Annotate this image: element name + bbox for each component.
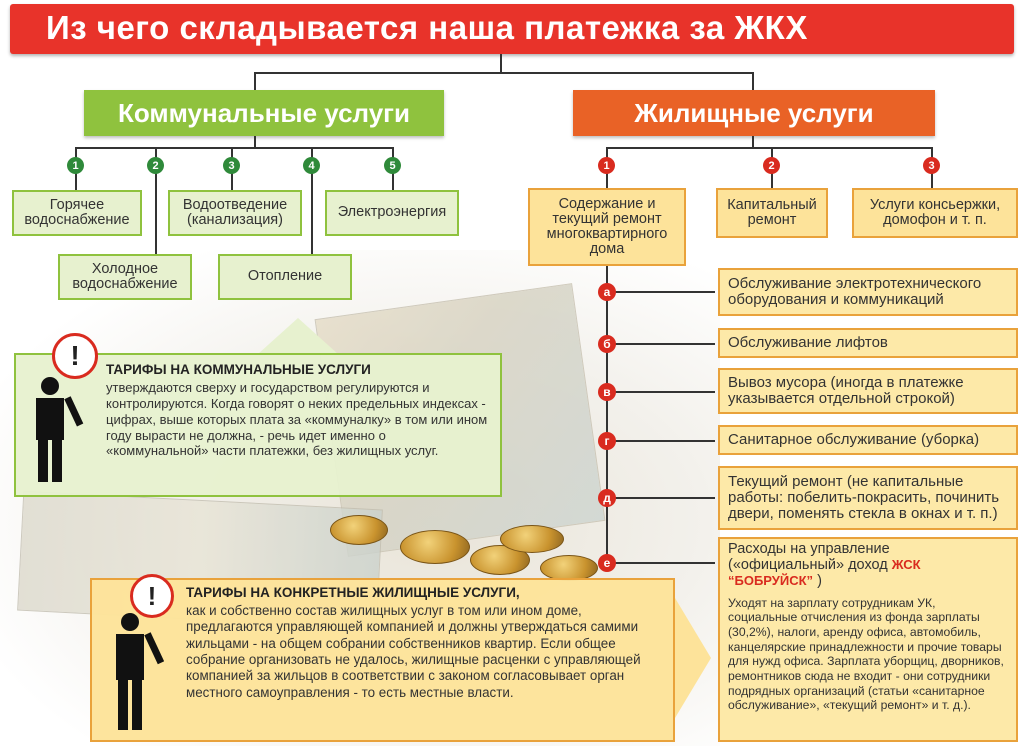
management-details: Уходят на зарплату сотрудникам УК, социальные отчисления из фонда зарплаты (30,2%), налоги, аренду офиса, автомобиль, канцелярские принадлежности и прочие товары для нужд офиса. Зарплата уборщиц, дворников, ремонтников сюда не входит - они сотрудники подрядных организаций (статьи «санитарное обслуживание», «текущий ремонт» и т. д.). (728, 595, 1004, 713)
person-icon (104, 612, 164, 734)
letter-badge: а (598, 283, 616, 301)
connector (75, 147, 393, 149)
housing-item: Содержание и текущий ремонт многоквартирного дома (528, 188, 686, 266)
connector (606, 266, 608, 562)
management-label: Расходы на управление («официальный» доход (728, 541, 890, 574)
housing-item: Капитальный ремонт (716, 188, 828, 238)
communal-item: Водоотведение (канализация) (168, 190, 302, 236)
housing-subitem: Текущий ремонт (не капитальные работы: побелить-покрасить, починить двери, поменять стекла в окнах и т. п.) (718, 466, 1018, 530)
number-badge: 4 (303, 157, 320, 174)
connector (752, 72, 754, 90)
number-badge: 3 (223, 157, 240, 174)
letter-badge: в (598, 383, 616, 401)
letter-badge: б (598, 335, 616, 353)
letter-badge: г (598, 432, 616, 450)
number-badge: 3 (923, 157, 940, 174)
letter-badge: д (598, 489, 616, 507)
communal-header: Коммунальные услуги (84, 90, 444, 136)
housing-header: Жилищные услуги (573, 90, 935, 136)
number-badge: 5 (384, 157, 401, 174)
connector (606, 147, 933, 149)
connector (500, 54, 502, 72)
tariff-communal-text: утверждаются сверху и государством регулируются и контролируются. Когда говорят о неких предельных индексах - цифрах, выше которых плата за «коммуналку» в том или ином году вырасти не должна, - речь идет именно о «коммунальной» части платежки, без жилищных услуг. (106, 380, 488, 459)
housing-subitem: Обслуживание лифтов (718, 328, 1018, 358)
connector (254, 72, 753, 74)
communal-item: Холодное водоснабжение (58, 254, 192, 300)
communal-item: Электроэнергия (325, 190, 459, 236)
page-title: Из чего складывается наша платежка за ЖКХ (46, 9, 808, 46)
number-badge: 2 (147, 157, 164, 174)
arrow-line (615, 291, 715, 293)
arrow-line (615, 440, 715, 442)
management-label-end: ) (817, 573, 822, 590)
warning-icon: ! (52, 333, 98, 379)
number-badge: 1 (67, 157, 84, 174)
tariff-communal-title: ТАРИФЫ НА КОММУНАЛЬНЫЕ УСЛУГИ (106, 362, 371, 377)
coin-image (330, 515, 388, 545)
communal-item: Отопление (218, 254, 352, 300)
highlight-label: ЖСК “БОБРУЙСК” (728, 557, 921, 589)
housing-item: Услуги консьержки, домофон и т. п. (852, 188, 1018, 238)
warning-icon: ! (130, 574, 174, 618)
number-badge: 1 (598, 157, 615, 174)
housing-subitem-management (718, 537, 1018, 742)
coin-image (500, 525, 564, 553)
tariff-housing-title: ТАРИФЫ НА КОНКРЕТНЫЕ ЖИЛИЩНЫЕ УСЛУГИ, (186, 585, 520, 600)
panel-arrow-up (258, 318, 338, 354)
communal-item: Горячее водоснабжение (12, 190, 142, 236)
arrow-line (615, 391, 715, 393)
arrow-line (615, 497, 715, 499)
coin-image (400, 530, 470, 564)
person-icon (24, 376, 84, 486)
management-heading (728, 541, 1008, 590)
housing-subitem: Санитарное обслуживание (уборка) (718, 425, 1018, 455)
housing-subitem: Вывоз мусора (иногда в платежке указывается отдельной строкой) (718, 368, 1018, 414)
number-badge: 2 (763, 157, 780, 174)
letter-badge: е (598, 554, 616, 572)
panel-arrow-right (675, 598, 711, 718)
housing-subitem: Обслуживание электротехнического оборудования и коммуникаций (718, 268, 1018, 316)
connector (254, 72, 256, 90)
arrow-line (615, 343, 715, 345)
arrow-line (615, 562, 715, 564)
tariff-housing-text: как и собственно состав жилищных услуг в том или ином доме, предлагаются управляющей компанией и должны утверждаться самими жильцами - на общем собрании собственников квартир. Если общее собрание организовать не удалось, жилищные расценки с управляющей компанией за жильцов в соответствии с законом согласовывает орган местного самоуправления - то есть местные власти. (186, 603, 641, 700)
